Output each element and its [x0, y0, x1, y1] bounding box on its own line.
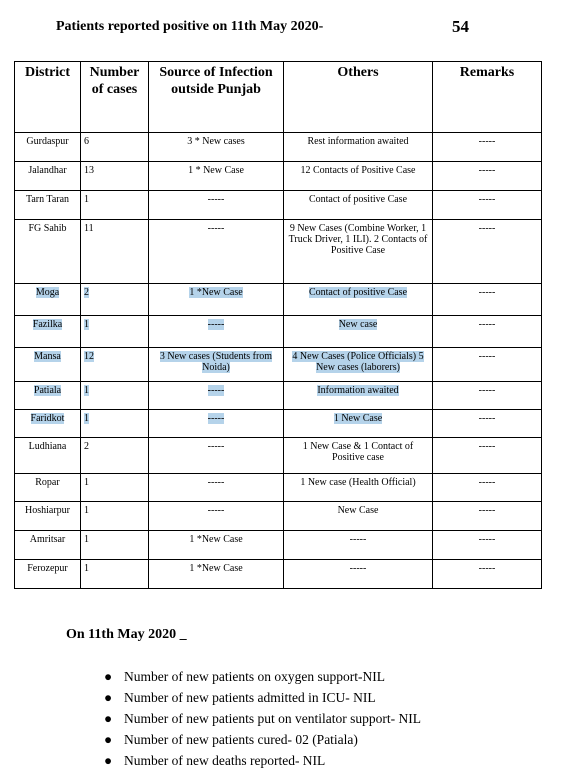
- source-cell-text: -----: [207, 194, 225, 205]
- column-header-cases: Number of cases: [81, 62, 149, 133]
- remarks-cell: [433, 191, 542, 220]
- others-cell-text: New Case: [337, 505, 379, 516]
- remarks-cell-text: -----: [478, 319, 496, 330]
- remarks-cell: [433, 220, 542, 284]
- source-cell: [149, 348, 284, 382]
- source-cell-text: -----: [207, 319, 225, 330]
- others-cell-text: Information awaited: [317, 385, 399, 396]
- others-cell-text: -----: [349, 563, 367, 574]
- source-cell-text: 1 *New Case: [189, 287, 243, 298]
- source-cell: [149, 531, 284, 560]
- bullet-icon: ●: [104, 669, 113, 684]
- district-cell: [15, 410, 81, 438]
- others-cell: [284, 410, 433, 438]
- remarks-cell-text: -----: [478, 413, 496, 424]
- remarks-cell-text: -----: [478, 477, 496, 488]
- cases-cell-text: 1: [84, 477, 89, 488]
- cases-cell-text: 2: [84, 441, 89, 452]
- table-row: [15, 133, 542, 162]
- cases-cell: [81, 162, 149, 191]
- table-row: [15, 348, 542, 382]
- district-cell-text: FG Sahib: [28, 223, 67, 234]
- others-cell-text: Contact of positive Case: [308, 287, 408, 298]
- bullet-icon: ●: [104, 732, 113, 747]
- remarks-cell-text: -----: [478, 563, 496, 574]
- remarks-cell-text: -----: [478, 385, 496, 396]
- table-row: [15, 438, 542, 474]
- district-cell: [15, 474, 81, 502]
- district-cell-text: Ludhiana: [28, 441, 67, 452]
- district-cell: [15, 191, 81, 220]
- others-cell-text: 1 New Case & 1 Contact of Positive case: [302, 441, 414, 463]
- district-cell: [15, 348, 81, 382]
- district-cell-text: Hoshiarpur: [25, 505, 70, 516]
- page-number: 54: [452, 17, 469, 36]
- source-cell: [149, 220, 284, 284]
- cases-cell-text: 1: [84, 505, 89, 516]
- others-cell-text: Rest information awaited: [307, 136, 409, 147]
- summary-item: [102, 666, 421, 687]
- remarks-cell-text: -----: [478, 194, 496, 205]
- cases-cell-text: 1: [84, 534, 89, 545]
- district-cell: [15, 162, 81, 191]
- remarks-cell-text: -----: [478, 165, 496, 176]
- remarks-cell: [433, 348, 542, 382]
- remarks-cell: [433, 316, 542, 348]
- table-row: [15, 502, 542, 531]
- table-row: [15, 284, 542, 316]
- table-row: [15, 560, 542, 589]
- remarks-cell-text: -----: [478, 441, 496, 452]
- district-cell: [15, 502, 81, 531]
- cases-cell-text: 1: [84, 413, 89, 424]
- table-row: [15, 531, 542, 560]
- district-cell-text: Jalandhar: [28, 165, 67, 176]
- district-cell-text: Fazilka: [32, 319, 63, 330]
- summary-item-text: Number of new deaths reported- NIL: [124, 753, 326, 768]
- remarks-cell-text: -----: [478, 505, 496, 516]
- others-cell-text: 1 New Case: [333, 413, 383, 424]
- summary-item-text: Number of new patients put on ventilator support- NIL: [124, 711, 421, 726]
- remarks-cell: [433, 502, 542, 531]
- summary-title: On 11th May 2020 _: [66, 627, 187, 642]
- others-cell-text: 4 New Cases (Police Officials) 5 New cases (laborers): [292, 351, 424, 373]
- source-cell: [149, 474, 284, 502]
- district-cell-text: Patiala: [33, 385, 62, 396]
- source-cell-text: -----: [207, 441, 225, 452]
- remarks-cell: [433, 382, 542, 410]
- others-cell-text: -----: [349, 534, 367, 545]
- cases-cell: [81, 382, 149, 410]
- others-cell: [284, 220, 433, 284]
- bullet-icon: ●: [104, 753, 113, 768]
- source-cell-text: -----: [207, 477, 225, 488]
- table-row: [15, 474, 542, 502]
- cases-cell: [81, 191, 149, 220]
- cases-cell: [81, 284, 149, 316]
- source-cell: [149, 133, 284, 162]
- cases-cell-text: 1: [84, 319, 89, 330]
- cases-cell-text: 13: [84, 165, 94, 176]
- source-cell-text: 3 New cases (Students from Noida): [159, 351, 273, 373]
- cases-cell: [81, 316, 149, 348]
- others-cell-text: 12 Contacts of Positive Case: [300, 165, 416, 176]
- summary-list: [102, 666, 421, 771]
- column-header-others: Others: [284, 62, 433, 133]
- others-cell: [284, 162, 433, 191]
- source-cell: [149, 502, 284, 531]
- others-cell: [284, 348, 433, 382]
- remarks-cell: [433, 133, 542, 162]
- remarks-cell-text: -----: [478, 351, 496, 362]
- others-cell: [284, 284, 433, 316]
- cases-cell-text: 1: [84, 194, 89, 205]
- table-row: [15, 382, 542, 410]
- page-title: Patients reported positive on 11th May 2020-: [56, 19, 324, 34]
- source-cell: [149, 382, 284, 410]
- district-cell: [15, 531, 81, 560]
- source-cell-text: -----: [207, 505, 225, 516]
- source-cell-text: 3 * New cases: [187, 136, 245, 147]
- cases-cell: [81, 474, 149, 502]
- remarks-cell: [433, 531, 542, 560]
- others-cell: [284, 474, 433, 502]
- others-cell-text: 1 New case (Health Official): [300, 477, 416, 488]
- cases-cell: [81, 220, 149, 284]
- remarks-cell-text: -----: [478, 534, 496, 545]
- column-header-remarks: Remarks: [433, 62, 542, 133]
- district-cell-text: Moga: [35, 287, 60, 298]
- others-cell: [284, 560, 433, 589]
- source-cell-text: 1 *New Case: [189, 534, 243, 545]
- remarks-cell: [433, 410, 542, 438]
- source-cell-text: -----: [207, 385, 225, 396]
- cases-cell-text: 1: [84, 385, 89, 396]
- district-cell-text: Ferozepur: [27, 563, 68, 574]
- district-cell-text: Gurdaspur: [26, 136, 69, 147]
- source-cell-text: 1 * New Case: [188, 165, 244, 176]
- source-cell-text: -----: [207, 413, 225, 424]
- district-cell: [15, 133, 81, 162]
- others-cell-text: New case: [338, 319, 378, 330]
- others-cell: [284, 133, 433, 162]
- summary-item: [102, 729, 421, 750]
- remarks-cell-text: -----: [478, 287, 496, 298]
- remarks-cell: [433, 560, 542, 589]
- remarks-cell-text: -----: [478, 136, 496, 147]
- remarks-cell: [433, 162, 542, 191]
- cases-cell-text: 11: [84, 223, 94, 234]
- others-cell-text: Contact of positive Case: [308, 194, 408, 205]
- remarks-cell: [433, 474, 542, 502]
- cases-cell: [81, 531, 149, 560]
- source-cell: [149, 316, 284, 348]
- table-row: [15, 220, 542, 284]
- cases-cell: [81, 438, 149, 474]
- others-cell: [284, 438, 433, 474]
- remarks-cell: [433, 284, 542, 316]
- cases-cell: [81, 410, 149, 438]
- summary-item: [102, 708, 421, 729]
- cases-cell: [81, 348, 149, 382]
- district-cell: [15, 220, 81, 284]
- table-row: [15, 410, 542, 438]
- table-row: [15, 316, 542, 348]
- cases-cell: [81, 560, 149, 589]
- bullet-icon: ●: [104, 711, 113, 726]
- cases-cell: [81, 502, 149, 531]
- others-cell: [284, 191, 433, 220]
- summary-item-text: Number of new patients cured- 02 (Patiala): [124, 732, 358, 747]
- district-cell-text: Mansa: [34, 351, 61, 362]
- source-cell: [149, 162, 284, 191]
- cases-cell-text: 1: [84, 563, 89, 574]
- cases-cell-text: 2: [84, 287, 89, 298]
- source-cell-text: 1 *New Case: [189, 563, 243, 574]
- bullet-icon: ●: [104, 690, 113, 705]
- others-cell: [284, 316, 433, 348]
- summary-item-text: Number of new patients admitted in ICU- NIL: [124, 690, 376, 705]
- remarks-cell: [433, 438, 542, 474]
- others-cell: [284, 531, 433, 560]
- cases-table: [14, 61, 542, 589]
- summary-item-text: Number of new patients on oxygen support-NIL: [124, 669, 385, 684]
- others-cell: [284, 502, 433, 531]
- district-cell-text: Tarn Taran: [25, 194, 70, 205]
- table-row: [15, 191, 542, 220]
- remarks-cell-text: -----: [478, 223, 496, 234]
- table-row: [15, 162, 542, 191]
- summary-item: [102, 687, 421, 708]
- source-cell: [149, 560, 284, 589]
- column-header-source: Source of Infection outside Punjab: [149, 62, 284, 133]
- district-cell: [15, 316, 81, 348]
- source-cell: [149, 191, 284, 220]
- table-header-row: [15, 62, 542, 133]
- cases-cell: [81, 133, 149, 162]
- cases-cell-text: 6: [84, 136, 89, 147]
- source-cell: [149, 438, 284, 474]
- district-cell: [15, 560, 81, 589]
- district-cell-text: Amritsar: [29, 534, 66, 545]
- district-cell-text: Ropar: [35, 477, 60, 488]
- source-cell: [149, 284, 284, 316]
- others-cell-text: 9 New Cases (Combine Worker, 1 Truck Driver, 1 ILI). 2 Contacts of Positive Case: [288, 223, 428, 256]
- others-cell: [284, 382, 433, 410]
- column-header-district: District: [15, 62, 81, 133]
- district-cell-text: Faridkot: [30, 413, 65, 424]
- cases-cell-text: 12: [84, 351, 94, 362]
- district-cell: [15, 382, 81, 410]
- source-cell-text: -----: [207, 223, 225, 234]
- summary-item: [102, 750, 421, 771]
- district-cell: [15, 438, 81, 474]
- source-cell: [149, 410, 284, 438]
- district-cell: [15, 284, 81, 316]
